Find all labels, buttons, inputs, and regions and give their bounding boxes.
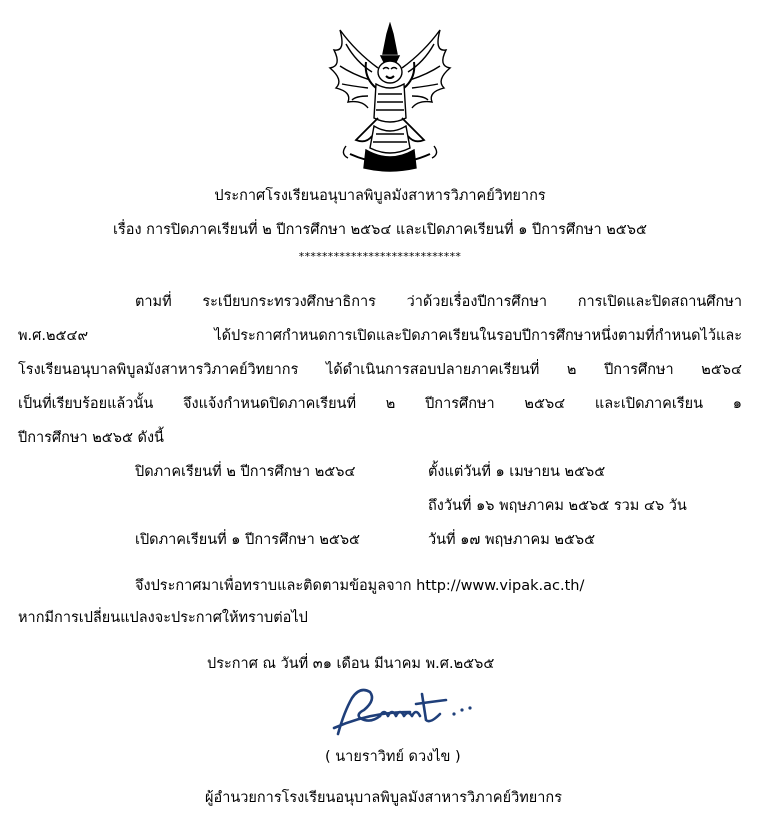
signer-name: ( นายราวิทย์ ดวงไข ) (325, 749, 461, 765)
signature-image (330, 682, 480, 738)
notice-line-2: หากมีการเปลี่ยนแปลงจะประกาศให้ทราบต่อไป (18, 610, 308, 626)
garuda-emblem-icon (326, 22, 454, 174)
announcement-date: ประกาศ ณ วันที่ ๓๑ เดือน มีนาคม พ.ศ.๒๕๖๕ (207, 656, 495, 672)
close-term-label: ปิดภาคเรียนที่ ๒ ปีการศึกษา ๒๕๖๔ (135, 464, 356, 480)
close-term-from: ตั้งแต่วันที่ ๑ เมษายน ๒๕๖๕ (428, 464, 606, 480)
open-term-date: วันที่ ๑๗ พฤษภาคม ๒๕๖๕ (428, 532, 596, 548)
body-line-2: พ.ศ.๒๕๔๙ ได้ประกาศกำหนดการเปิดและปิดภาคเรียนในรอบปีการศึกษาหนึ่งตามที่กำหนดไว้และ (18, 328, 742, 344)
divider-stars: **************************** (298, 250, 462, 263)
body-line-4: เป็นที่เรียบร้อยแล้วนั้น จึงแจ้งกำหนดปิดภาคเรียนที่ ๒ ปีการศึกษา ๒๕๖๔ และเปิดภาคเรียน ๑ (18, 396, 742, 412)
announcement-title: ประกาศโรงเรียนอนุบาลพิบูลมังสาหารวิภาคย์วิทยากร (214, 188, 546, 204)
body-line-1: ตามที่ ระเบียบกระทรวงศึกษาธิการ ว่าด้วยเรื่องปีการศึกษา การเปิดและปิดสถานศึกษา (135, 294, 742, 310)
announcement-subject: เรื่อง การปิดภาคเรียนที่ ๒ ปีการศึกษา ๒๕๖๔ และเปิดภาคเรียนที่ ๑ ปีการศึกษา ๒๕๖๕ (113, 222, 647, 238)
notice-line-1: จึงประกาศมาเพื่อทราบและติดตามข้อมูลจาก http://www.vipak.ac.th/ (135, 578, 585, 594)
body-line-3: โรงเรียนอนุบาลพิบูลมังสาหารวิภาคย์วิทยากร ได้ดำเนินการสอบปลายภาคเรียนที่ ๒ ปีการศึกษา ๒๕๖๔ (18, 362, 742, 378)
close-term-to: ถึงวันที่ ๑๖ พฤษภาคม ๒๕๖๕ รวม ๔๖ วัน (428, 498, 687, 514)
body-line-5: ปีการศึกษา ๒๕๖๕ ดังนี้ (18, 430, 164, 446)
open-term-label: เปิดภาคเรียนที่ ๑ ปีการศึกษา ๒๕๖๕ (135, 532, 361, 548)
signer-position: ผู้อำนวยการโรงเรียนอนุบาลพิบูลมังสาหารวิภาคย์วิทยากร (205, 790, 562, 806)
